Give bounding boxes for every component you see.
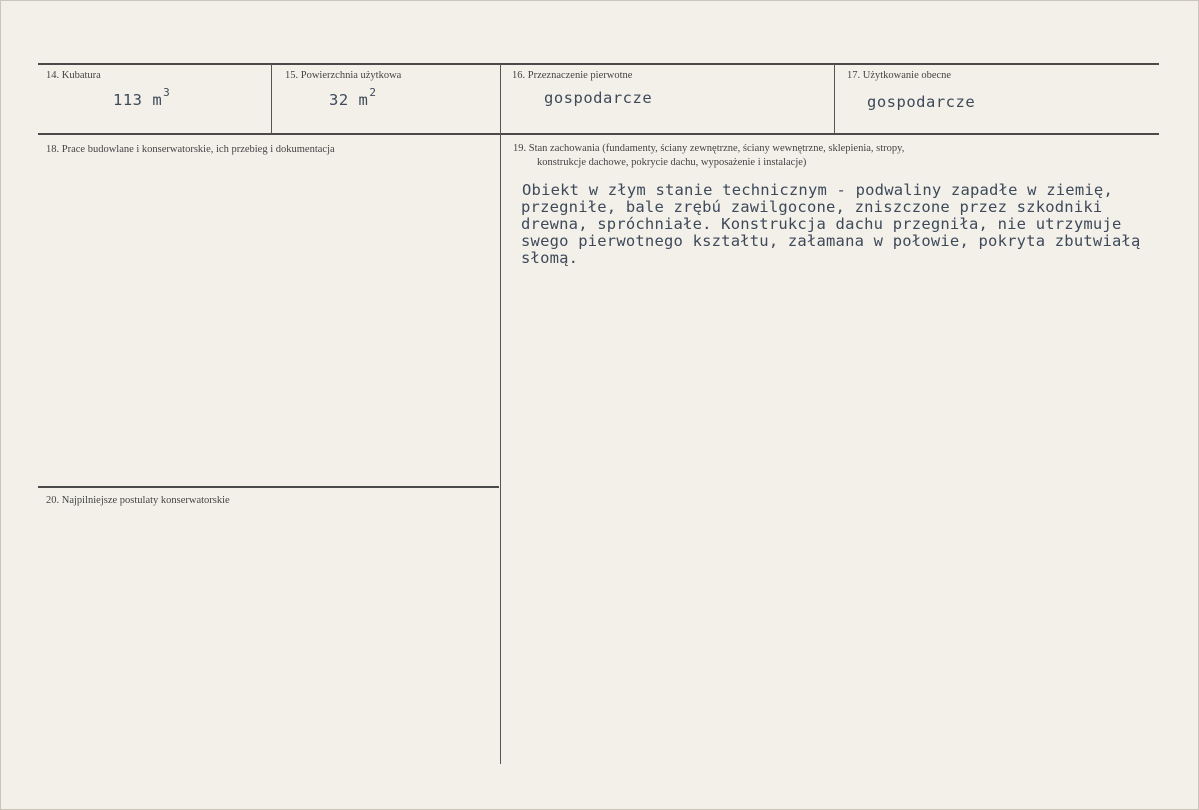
description-line: słomą. xyxy=(521,249,579,267)
field-18-label: 18. Prace budowlane i konserwatorskie, ich przebieg i dokumentacja xyxy=(46,144,335,155)
divider-16-17 xyxy=(834,64,835,134)
divider-14-15 xyxy=(271,64,272,134)
field-15-exponent: 2 xyxy=(369,86,377,99)
description-line: drewna, spróchniałe. Konstrukcja dachu przegniła, nie utrzymuje xyxy=(521,215,1122,233)
field-14-exponent: 3 xyxy=(163,86,171,99)
field-17-value: gospodarcze xyxy=(867,93,976,111)
field-14-number: 113 m xyxy=(113,91,163,109)
description-line: swego pierwotnego kształtu, załamana w połowie, pokryta zbutwiałą xyxy=(521,232,1141,250)
field-20-label: 20. Najpilniejsze postulaty konserwatorskie xyxy=(46,495,230,506)
field-19-label-line2: konstrukcje dachowe, pokrycie dachu, wyposażenie i instalacje) xyxy=(537,157,807,168)
upper-section-rule xyxy=(38,133,1159,135)
divider-15-16 xyxy=(500,64,501,764)
field-15-label: 15. Powierzchnia użytkowa xyxy=(285,70,402,81)
description-line: Obiekt w złym stanie technicznym - podwaliny zapadłe w ziemię, xyxy=(522,181,1113,199)
field-17-label: 17. Użytkowanie obecne xyxy=(847,70,952,81)
field-19-description xyxy=(522,182,1141,267)
field-16-label: 16. Przeznaczenie pierwotne xyxy=(512,70,633,81)
field-14-label: 14. Kubatura xyxy=(46,70,101,81)
section-20-rule xyxy=(38,486,499,488)
field-19-label-line1: 19. Stan zachowania (fundamenty, ściany zewnętrzne, ściany wewnętrzne, sklepienia, stropy, xyxy=(513,143,905,154)
field-14-value xyxy=(113,86,171,109)
field-15-number: 32 m xyxy=(329,91,369,109)
field-15-value xyxy=(329,86,377,109)
description-line: przegniłe, bale zrębú zawilgocone, zniszczone przez szkodniki xyxy=(521,198,1103,216)
top-rule xyxy=(38,63,1159,65)
field-16-value: gospodarcze xyxy=(544,89,653,107)
